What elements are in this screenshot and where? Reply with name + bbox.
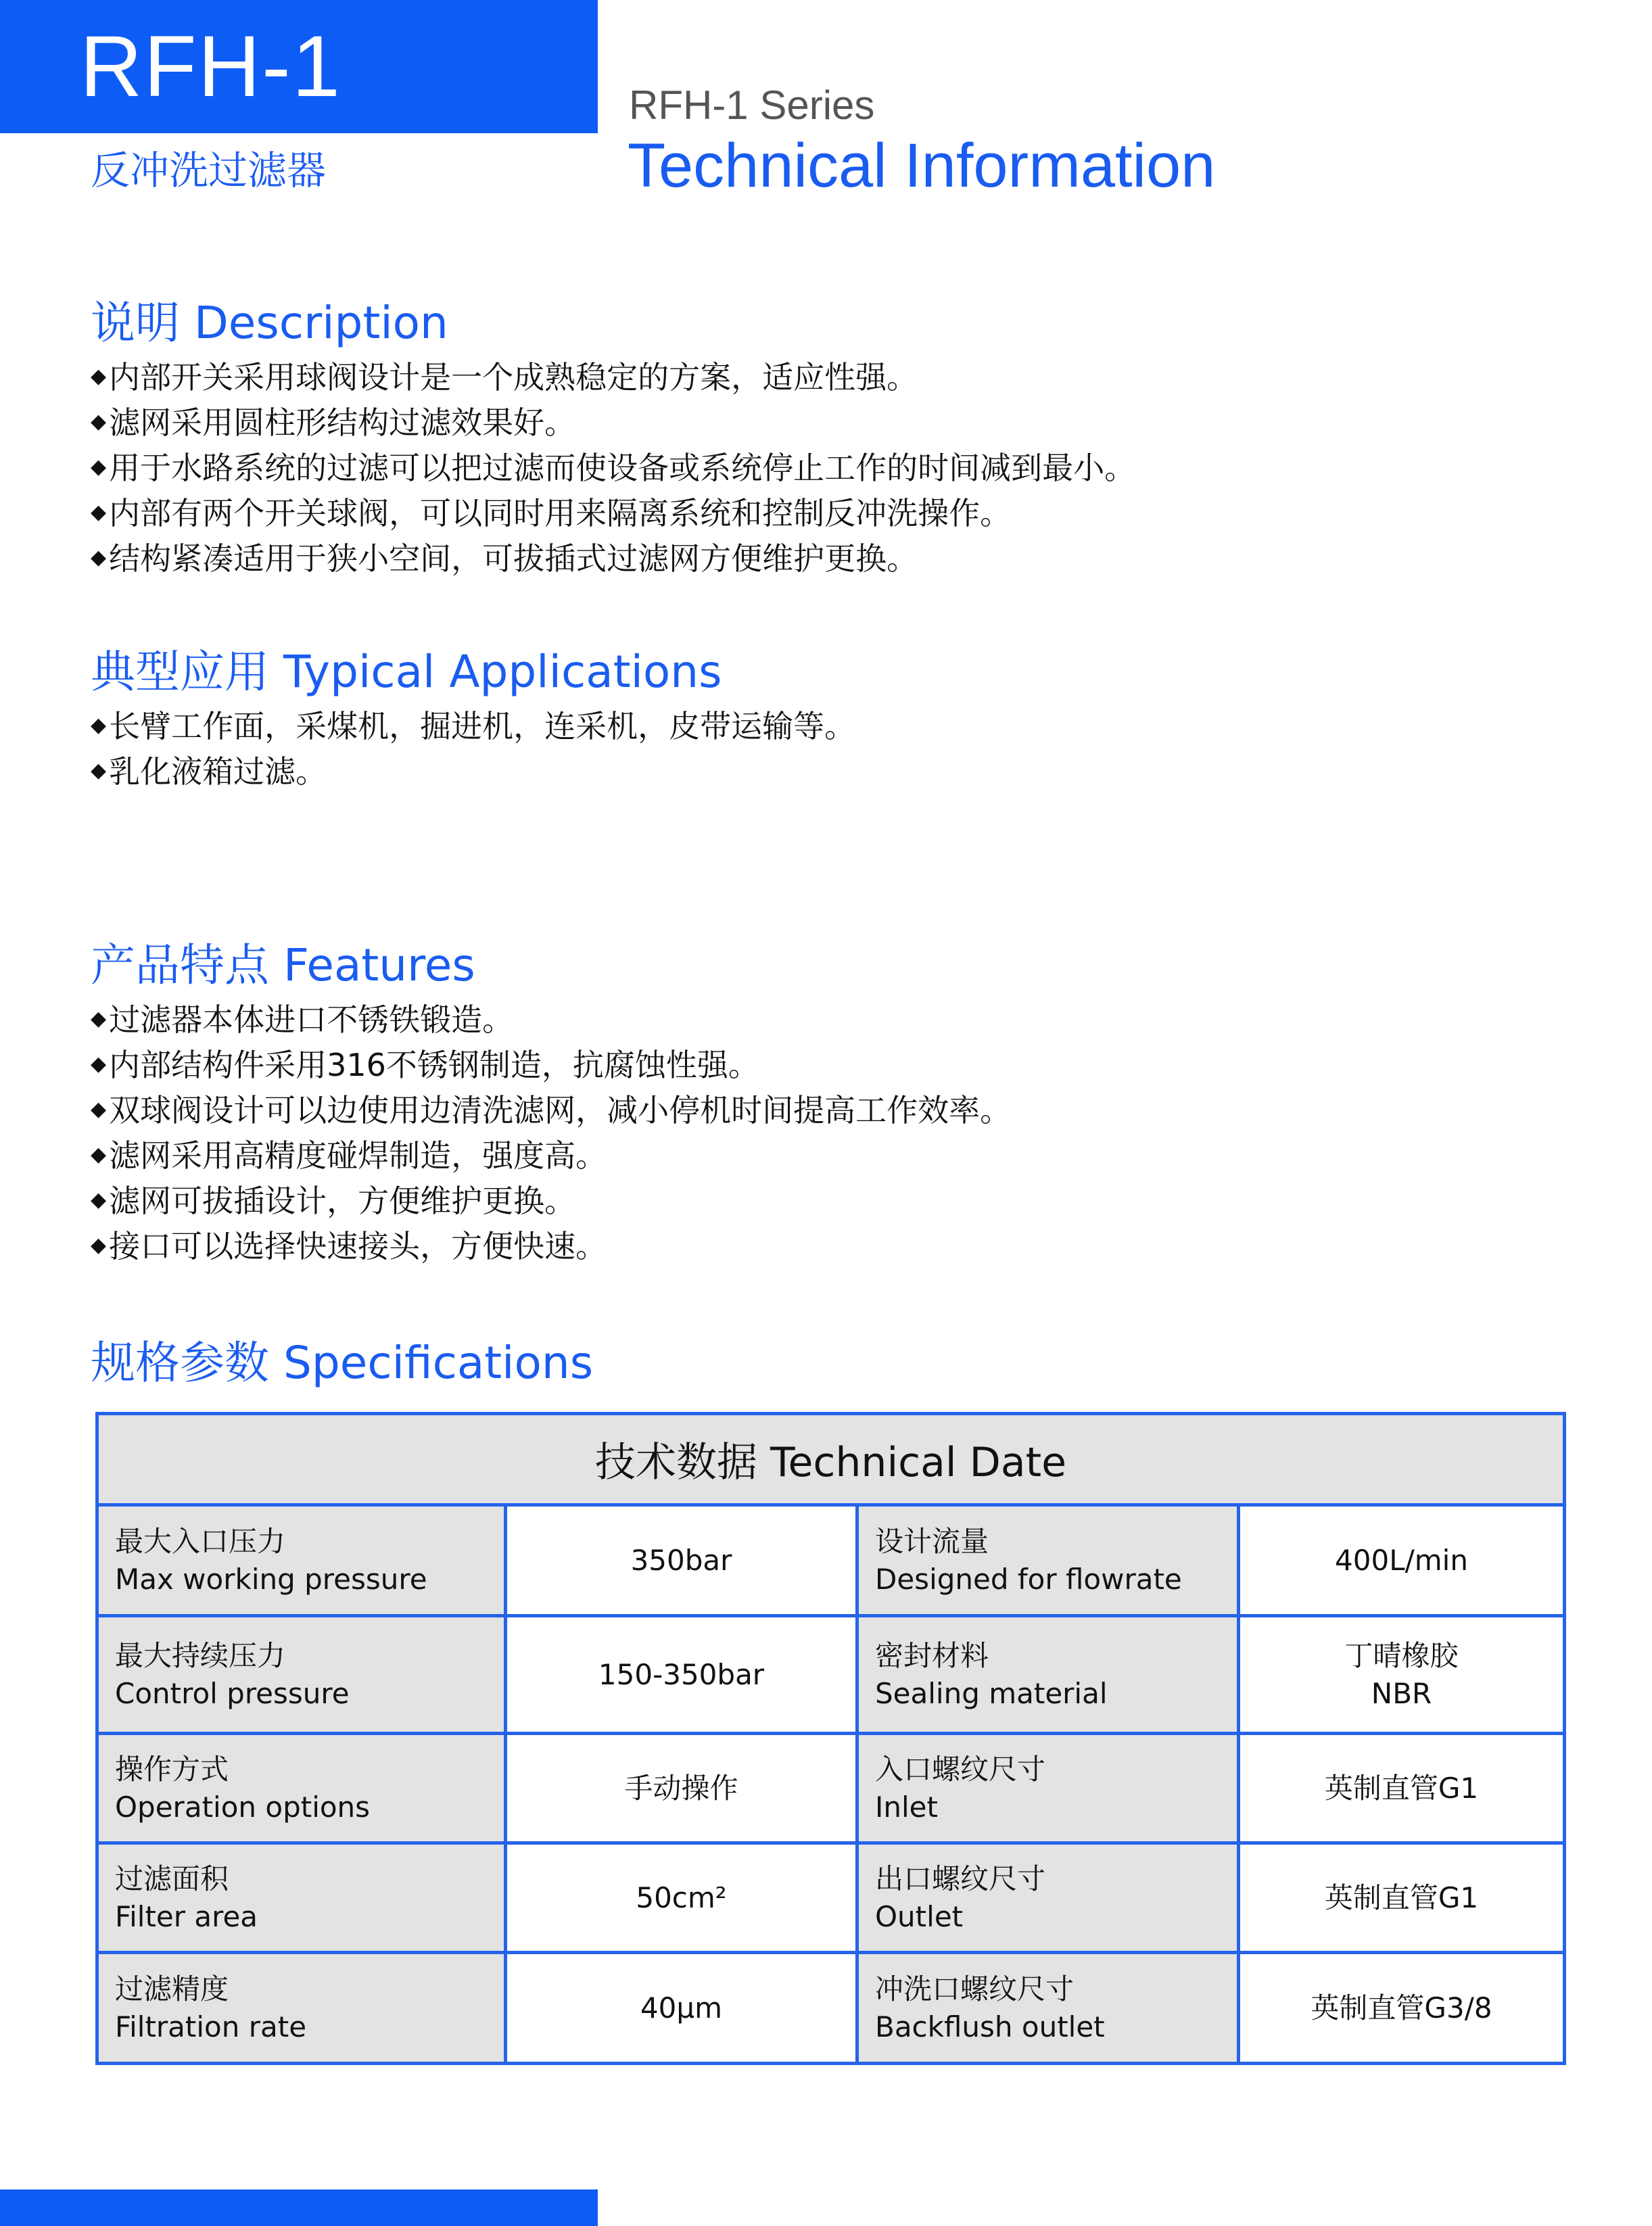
spec-label: 过滤精度 Filtration rate: [97, 1953, 506, 2064]
spec-value: 手动操作: [506, 1734, 857, 1843]
description-list: [91, 354, 1135, 581]
table-row: [97, 1953, 1565, 2064]
diamond-bullet-icon: ◆: [91, 410, 107, 433]
spec-label: 设计流量 Designed for flowrate: [857, 1505, 1239, 1616]
spec-value: 英制直管G1: [1239, 1734, 1565, 1843]
list-item: ◆内部开关采用球阀设计是一个成熟稳定的方案，适应性强。: [91, 354, 1135, 400]
table-header-row: [97, 1414, 1565, 1505]
table-row: [97, 1734, 1565, 1843]
spec-label: 入口螺纹尺寸 Inlet: [857, 1734, 1239, 1843]
features-heading: 产品特点 Features: [91, 939, 475, 991]
diamond-bullet-icon: ◆: [91, 455, 107, 479]
diamond-bullet-icon: ◆: [91, 759, 107, 782]
diamond-bullet-icon: ◆: [91, 500, 107, 524]
spec-value: 英制直管G3/8: [1239, 1953, 1565, 2064]
list-item: ◆接口可以选择快速接头，方便快速。: [91, 1223, 1011, 1269]
series-label: RFH-1 Series: [629, 82, 875, 128]
diamond-bullet-icon: ◆: [91, 1052, 107, 1076]
list-item: ◆双球阀设计可以边使用边清洗滤网，减小停机时间提高工作效率。: [91, 1087, 1011, 1133]
list-item: ◆滤网采用圆柱形结构过滤效果好。: [91, 400, 1135, 445]
model-banner: [0, 0, 598, 133]
table-header: 技术数据 Technical Date: [97, 1414, 1565, 1505]
spec-label: 操作方式 Operation options: [97, 1734, 506, 1843]
diamond-bullet-icon: ◆: [91, 1143, 107, 1166]
list-item: ◆内部有两个开关球阀，可以同时用来隔离系统和控制反冲洗操作。: [91, 490, 1135, 536]
list-item: ◆滤网采用高精度碰焊制造，强度高。: [91, 1133, 1011, 1178]
applications-heading: 典型应用 Typical Applications: [91, 646, 722, 698]
spec-label: 密封材料 Sealing material: [857, 1616, 1239, 1734]
list-item: ◆内部结构件采用316不锈钢制造，抗腐蚀性强。: [91, 1042, 1011, 1087]
spec-value: 40μm: [506, 1953, 857, 2064]
diamond-bullet-icon: ◆: [91, 1233, 107, 1257]
list-item: ◆用于水路系统的过滤可以把过滤而使设备或系统停止工作的时间减到最小。: [91, 445, 1135, 490]
spec-value: 150-350bar: [506, 1616, 857, 1734]
diamond-bullet-icon: ◆: [91, 1007, 107, 1031]
features-list: [91, 997, 1011, 1269]
diamond-bullet-icon: ◆: [91, 364, 107, 388]
footer-accent-bar: [0, 2189, 598, 2226]
list-item: ◆滤网可拔插设计，方便维护更换。: [91, 1178, 1011, 1223]
product-name: 反冲洗过滤器: [91, 147, 327, 193]
spec-value: 400L/min: [1239, 1505, 1565, 1616]
diamond-bullet-icon: ◆: [91, 1097, 107, 1121]
applications-list: [91, 703, 855, 794]
spec-label: 过滤面积 Filter area: [97, 1843, 506, 1953]
spec-value: 英制直管G1: [1239, 1843, 1565, 1953]
spec-label: 最大持续压力 Control pressure: [97, 1616, 506, 1734]
spec-value: 50cm²: [506, 1843, 857, 1953]
diamond-bullet-icon: ◆: [91, 546, 107, 569]
model-code: RFH-1: [80, 18, 341, 115]
diamond-bullet-icon: ◆: [91, 713, 107, 737]
specifications-heading: 规格参数 Specifications: [91, 1337, 594, 1389]
spec-label: 出口螺纹尺寸 Outlet: [857, 1843, 1239, 1953]
list-item: ◆结构紧凑适用于狭小空间，可拔插式过滤网方便维护更换。: [91, 536, 1135, 581]
description-heading: 说明 Description: [91, 297, 448, 349]
table-row: [97, 1505, 1565, 1616]
spec-label: 冲洗口螺纹尺寸 Backflush outlet: [857, 1953, 1239, 2064]
table-row: [97, 1843, 1565, 1953]
spec-value: 丁晴橡胶 NBR: [1239, 1616, 1565, 1734]
list-item: ◆过滤器本体进口不锈铁锻造。: [91, 997, 1011, 1042]
spec-label: 最大入口压力 Max working pressure: [97, 1505, 506, 1616]
list-item: ◆乳化液箱过滤。: [91, 749, 855, 794]
table-row: [97, 1616, 1565, 1734]
specifications-table: [95, 1412, 1566, 2065]
diamond-bullet-icon: ◆: [91, 1188, 107, 1212]
document-title: Technical Information: [628, 131, 1216, 200]
spec-value: 350bar: [506, 1505, 857, 1616]
list-item: ◆长臂工作面，采煤机，掘进机，连采机，皮带运输等。: [91, 703, 855, 749]
